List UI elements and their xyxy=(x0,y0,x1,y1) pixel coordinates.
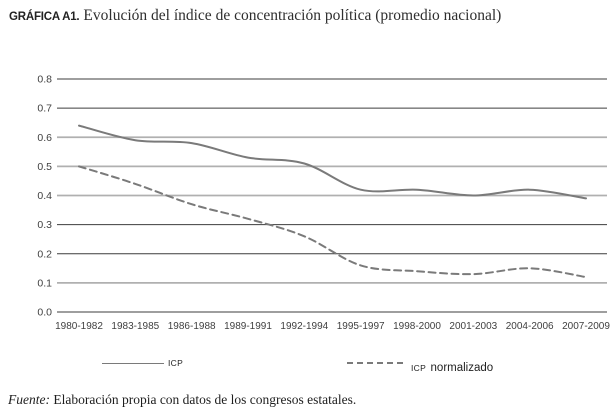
source-text: Elaboración propia con datos de los congresos estatales. xyxy=(53,392,357,407)
y-tick-label: 0.2 xyxy=(37,248,52,261)
icp-normalizado-line xyxy=(79,166,586,277)
x-tick-label: 2007-2009 xyxy=(562,321,610,332)
legend-label-icp-normalizado xyxy=(411,358,493,376)
y-tick-label: 0.1 xyxy=(37,277,52,290)
x-tick-label: 1980-1982 xyxy=(55,321,103,332)
chart-legend xyxy=(0,354,614,374)
legend-label-icp-normalizado-rest: normalizado xyxy=(430,362,494,374)
y-tick-label: 0.8 xyxy=(37,73,52,86)
x-tick-label: 2004-2006 xyxy=(505,321,554,332)
source-note xyxy=(8,392,608,408)
y-tick-label: 0.4 xyxy=(37,190,52,202)
x-tick-label: 1986-1988 xyxy=(167,321,216,332)
title-text: Evolución del índice de concentración política (promedio nacional) xyxy=(83,7,502,24)
x-tick-label: 1992-1994 xyxy=(280,321,329,332)
y-tick-label: 0.0 xyxy=(37,306,52,319)
y-tick-label: 0.6 xyxy=(37,131,52,144)
y-tick-label: 0.7 xyxy=(37,102,52,115)
y-tick-label: 0.5 xyxy=(37,160,52,173)
legend-label-icp-normalizado-caps: ICP xyxy=(411,363,427,373)
chart-canvas xyxy=(0,62,614,347)
x-tick-label: 1989-1991 xyxy=(224,321,272,332)
x-tick-label: 1995-1997 xyxy=(336,321,385,332)
legend-label-icp: ICP xyxy=(168,358,184,368)
chart-title xyxy=(9,5,557,28)
x-tick-label: 1998-2000 xyxy=(393,321,441,332)
y-tick-label: 0.3 xyxy=(37,219,52,232)
legend-dashed-line-sample xyxy=(347,362,406,364)
figure-label: GRÁFICA A1. xyxy=(9,11,80,23)
source-label: Fuente: xyxy=(8,392,50,407)
legend-solid-line-sample xyxy=(102,363,164,364)
x-tick-label: 1983-1985 xyxy=(111,321,160,332)
x-tick-label: 2001-2003 xyxy=(449,321,498,332)
